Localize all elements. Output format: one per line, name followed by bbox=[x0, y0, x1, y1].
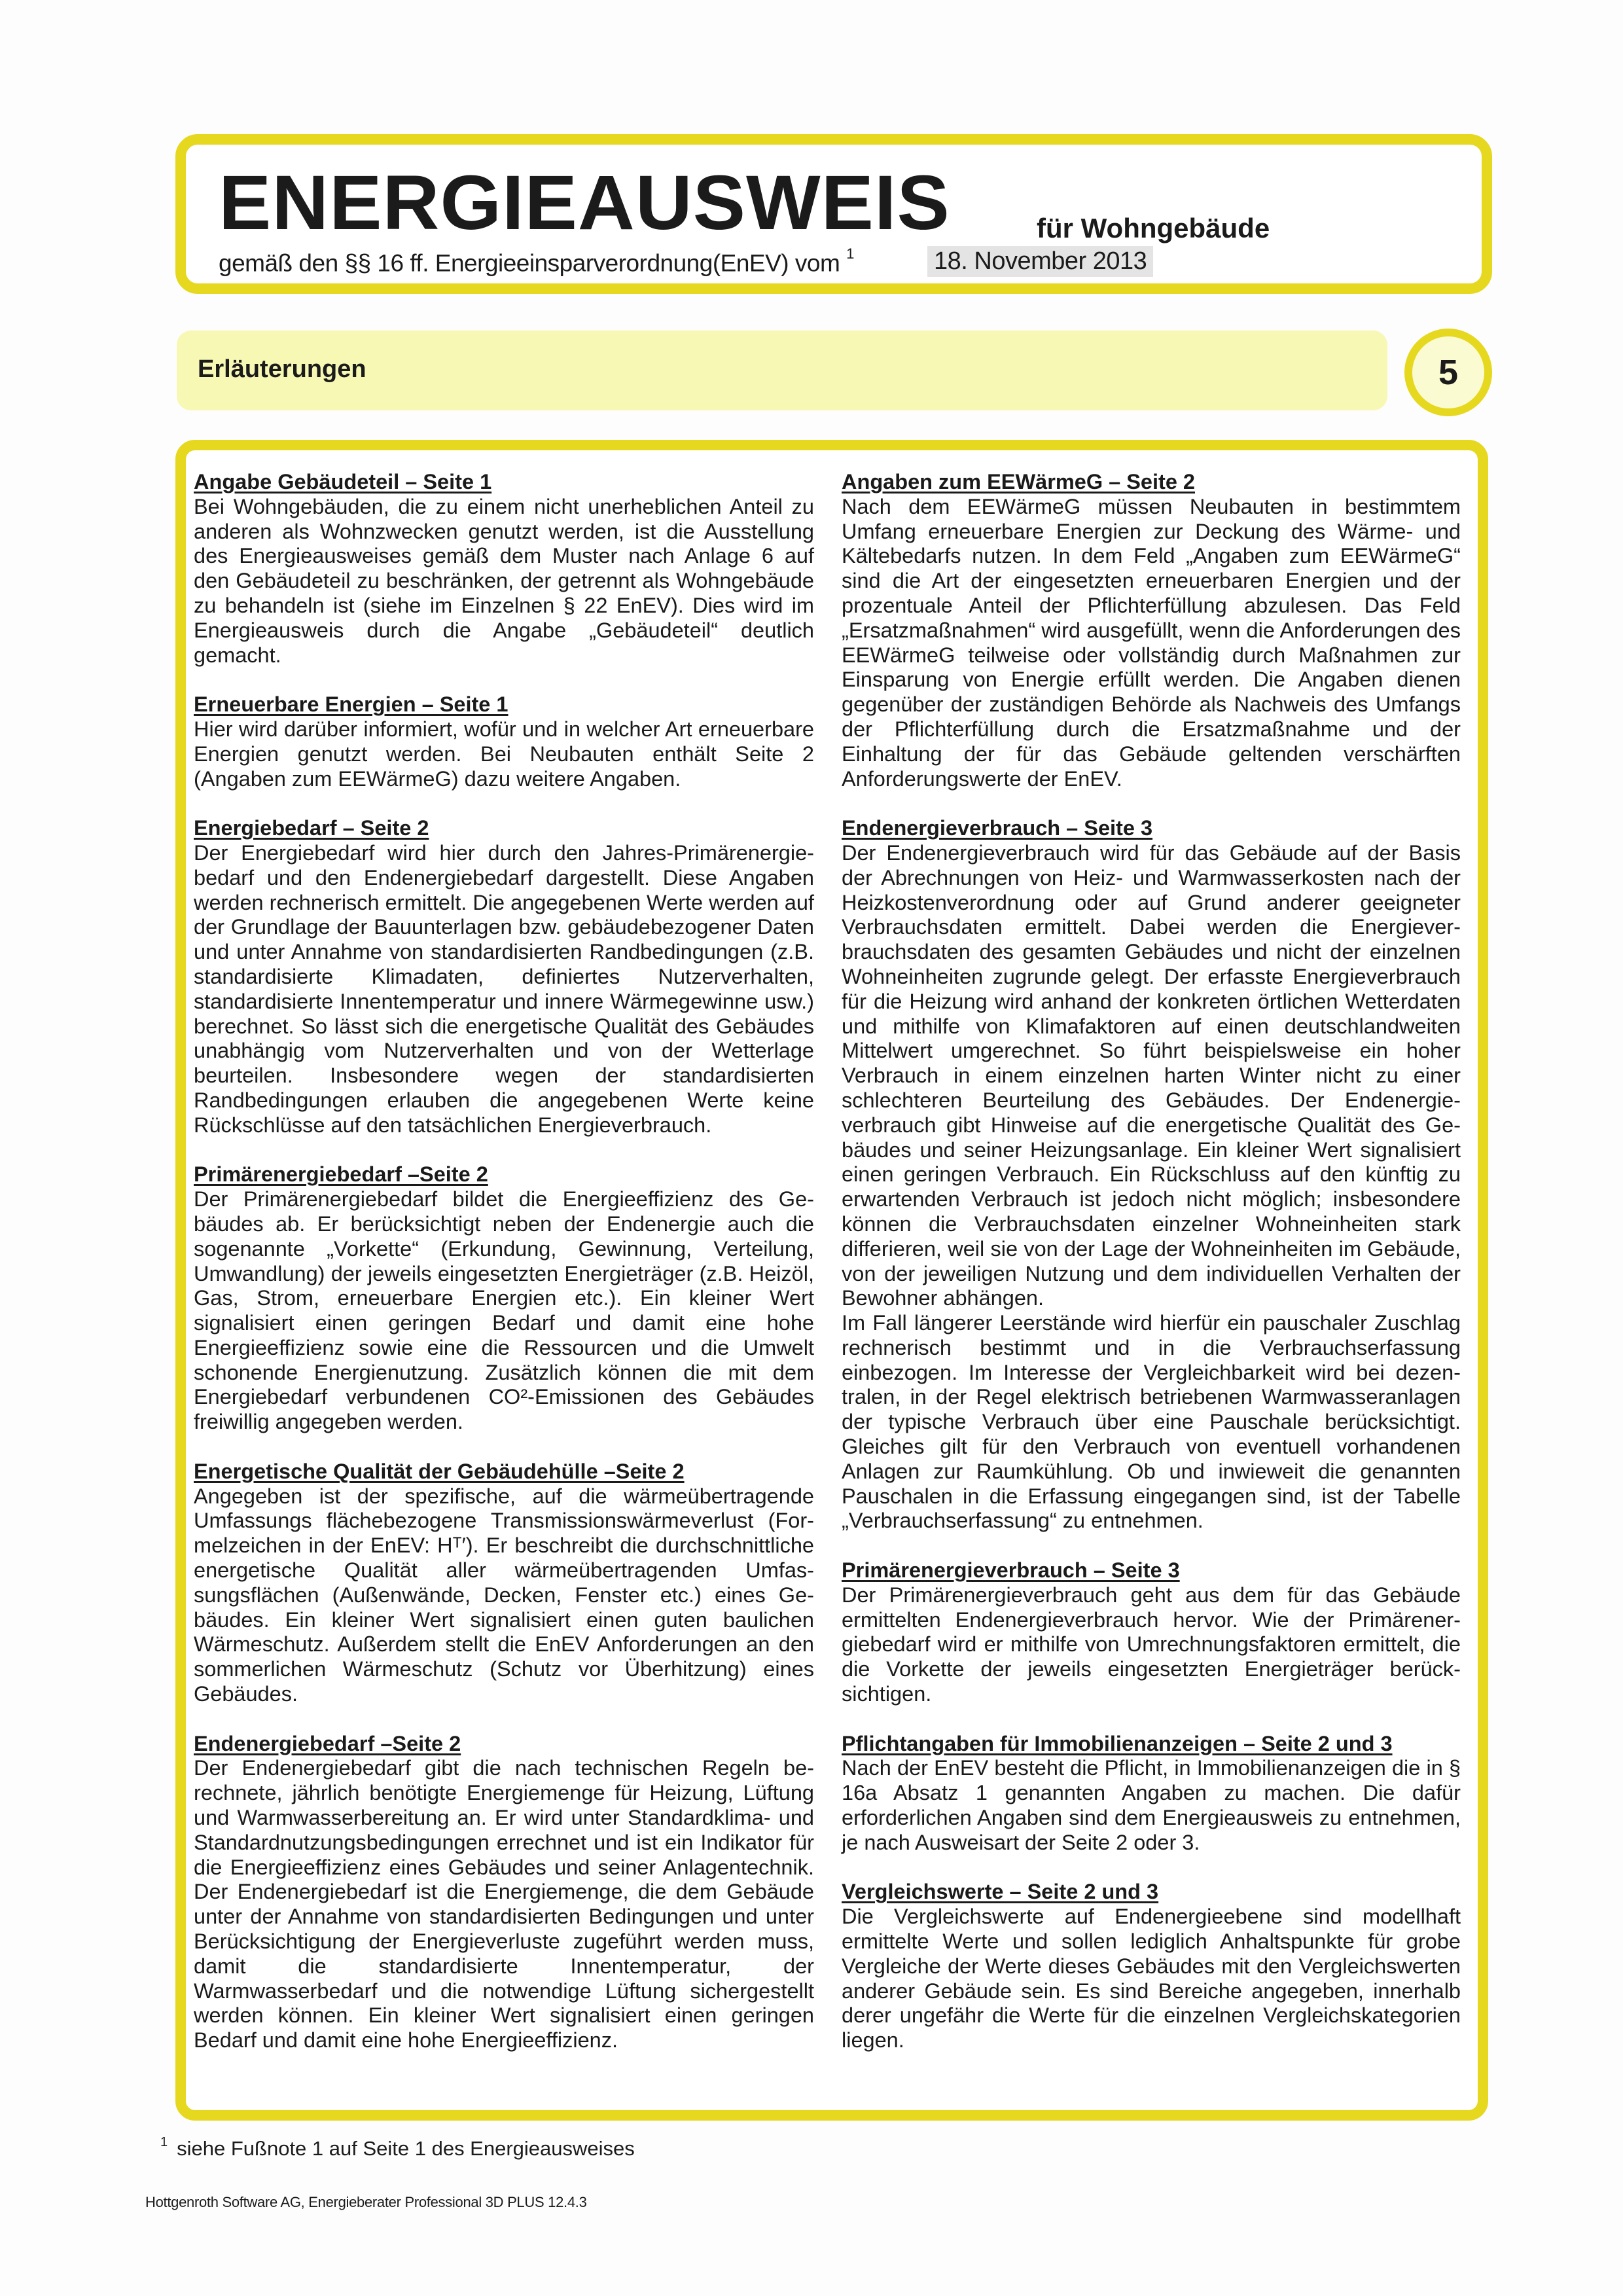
explanation-section bbox=[194, 1162, 814, 1435]
explanation-section bbox=[842, 1880, 1461, 2053]
section-paragraph: Der Endenergieverbrauch wird für das Gebäude auf der Basis der Abrechnungen von Heiz- und Warmwasserkosten nach der Heizkostenverordnung oder auf Grund anderer geeigneter Verbrauchsdaten ermittelt. Dabei werden die Energieverbrauchsdaten des gesamten Gebäudes und nicht der einzelnen Wohneinheiten zugrunde gelegt. Der erfasste Energieverbrauch für die Heizung wird anhand der konkreten örtlichen Wetterdaten und mithilfe von Klimafaktoren auf einen deutschlandweiten Mittelwert umgerechnet. So führt beispielsweise ein hoher Verbrauch in einem einzelnen harten Winter nicht zu einer schlechteren Beurteilung des Gebäudes. Der Endenergieverbrauch gibt Hinweise auf die energetische Qualität des Gebäudes und seiner Heizungsanlage. Ein kleiner Wert signalisiert einen geringen Verbrauch. Ein Rückschluss auf den künftig zu erwartenden Verbrauch ist jedoch nicht möglich; insbesondere können die Verbrauchsdaten einzelner Wohneinheiten stark differieren, weil sie von der Lage der Wohneinheiten im Gebäude, von der jeweiligen Nutzung und dem individuellen Verhalten der Bewohner abhängen. bbox=[842, 840, 1461, 1310]
section-heading: Vergleichswerte – Seite 2 und 3 bbox=[842, 1880, 1159, 1904]
section-paragraph: Die Vergleichswerte auf Endenergieebene sind modellhaft ermittelte Werte und sollen lediglich Anhaltspunkte für grobe Vergleiche der Werte dieses Gebäudes mit den Vergleichswerten anderer Gebäude sein. Es sind Bereiche angegeben, innerhalb derer ungefähr die Werte für die einzelnen Vergleichskategorien liegen. bbox=[842, 1905, 1461, 2053]
section-banner bbox=[177, 331, 1387, 410]
explanation-section bbox=[842, 816, 1461, 1534]
footnote-ref: 1 bbox=[846, 245, 854, 262]
explanation-section bbox=[194, 816, 814, 1138]
footnote bbox=[160, 2137, 635, 2161]
section-paragraph: Der Primärenergieverbrauch geht aus dem für das Gebäude ermittelten Endenergieverbrauch hervor. Wie der Primärenergiebedarf wird er mithilfe von Umrechnungsfaktoren ermittelt, die die Vorkette der jeweils eingesetzten Energieträger berücksichtigen. bbox=[842, 1583, 1461, 1706]
regulation-reference bbox=[219, 245, 854, 277]
section-heading: Endenergieverbrauch – Seite 3 bbox=[842, 816, 1153, 840]
section-heading: Angabe Gebäudeteil – Seite 1 bbox=[194, 470, 492, 493]
footnote-mark: 1 bbox=[160, 2135, 168, 2149]
explanation-section bbox=[842, 470, 1461, 791]
right-column bbox=[842, 470, 1461, 2078]
regulation-text: gemäß den §§ 16 ff. Energieeinsparverordnung(EnEV) vom bbox=[219, 249, 840, 277]
explanation-section bbox=[194, 470, 814, 668]
software-credit: Hottgenroth Software AG, Energieberater Professional 3D PLUS 12.4.3 bbox=[145, 2194, 587, 2210]
section-heading: Erneuerbare Energien – Seite 1 bbox=[194, 692, 508, 717]
explanation-section bbox=[194, 1732, 814, 2053]
section-title: Erläuterungen bbox=[198, 355, 366, 383]
explanation-section bbox=[842, 1558, 1461, 1707]
document-title: ENERGIEAUSWEIS bbox=[219, 160, 950, 246]
section-paragraph: Der Endenergiebedarf gibt die nach technischen Regeln berechnete, jährlich benötigte Energiemenge für Heizung, Lüftung und Warmwasserbereitung an. Er wird unter Standardklima- und Standardnutzungsbedingungen errechnet und ist ein Indikator für die Energieeffizienz eines Gebäudes und seiner Anlagentechnik. Der Endenergiebedarf ist die Energiemenge, die dem Gebäude unter der Annahme von standardisierten Bedingungen und unter Berücksichtigung der Energieverluste zugeführt werden muss, damit die standardisierte Innentemperatur, der Warmwasserbedarf und die notwendige Lüftung sichergestellt werden können. Ein kleiner Wert signalisiert einen geringen Bedarf und damit eine hohe Energieeffizienz. bbox=[194, 1756, 814, 2053]
section-paragraph: Angegeben ist der spezifische, auf die wärmeübertragende Umfassungs flächebezogene Transmissionswärmeverlust (Formelzeichen in der EnEV: Hᵀ′). Er beschreibt die durchschnittliche energetische Qualität aller wärmeübertragenden Umfassungsflächen (Außenwände, Decken, Fenster etc.) eines Gebäudes. Ein kleiner Wert signalisiert einen guten baulichen Wärmeschutz. Außerdem stellt die EnEV Anforderungen an den sommerlichen Wärmeschutz (Schutz vor Überhitzung) eines Gebäudes. bbox=[194, 1484, 814, 1706]
section-paragraph: Der Primärenergiebedarf bildet die Energieeffizienz des Gebäudes ab. Er berücksichtigt neben der Endenergie auch die sogenannte „Vorkette“ (Erkundung, Gewinnung, Verteilung, Umwandlung) der jeweils eingesetzten Energieträger (z.B. Heizöl, Gas, Strom, erneuerbare Energien etc.). Ein kleiner Wert signalisiert einen geringen Bedarf und damit eine hohe Energieeffizienz sowie eine die Ressourcen und die Umwelt schonende Energienutzung. Zusätzlich können die mit dem Energiebedarf verbundenen CO²-Emissionen des Gebäudes freiwillig angegeben werden. bbox=[194, 1187, 814, 1434]
explanation-section bbox=[842, 1732, 1461, 1856]
regulation-date-field: 18. November 2013 bbox=[927, 246, 1153, 277]
section-paragraph: Nach der EnEV besteht die Pflicht, in Immobilienanzeigen die in § 16a Absatz 1 genannten Angaben zu machen. Die dafür erforderlichen Angaben sind dem Energieausweis zu entnehmen, je nach Ausweisart der Seite 2 oder 3. bbox=[842, 1756, 1461, 1854]
section-heading: Endenergiebedarf –Seite 2 bbox=[194, 1731, 461, 1755]
section-heading: Energiebedarf – Seite 2 bbox=[194, 816, 429, 840]
section-paragraph: Hier wird darüber informiert, wofür und in welcher Art erneuerbare Energien genutzt werden. Bei Neubauten enthält Seite 2 (Angaben zum EEWärmeG) dazu weitere Angaben. bbox=[194, 717, 814, 791]
building-type: für Wohngebäude bbox=[1037, 213, 1270, 243]
section-heading: Primärenergieverbrauch – Seite 3 bbox=[842, 1558, 1180, 1583]
explanation-section bbox=[194, 1460, 814, 1707]
section-paragraph: Im Fall längerer Leerstände wird hierfür ein pauschaler Zuschlag rechnerisch bestimmt und in die Verbrauchserfassung einbezogen. Im Interesse der Vergleichbarkeit wird bei dezentralen, in der Regel elektrisch betriebenen Warmwasseranlagen der typische Verbrauch über eine Pauschale berücksichtigt. Gleiches gilt für den Verbrauch von eventuell vorhandenen Anlagen zur Raumkühlung. Ob und inwieweit die genannten Pauschalen in die Erfassung eingegangen sind, ist der Tabelle „Verbrauchserfassung“ zu entnehmen. bbox=[842, 1311, 1461, 1533]
section-heading: Primärenergiebedarf –Seite 2 bbox=[194, 1162, 488, 1187]
section-heading: Pflichtangaben für Immobilienanzeigen – Seite 2 und 3 bbox=[842, 1731, 1393, 1755]
page-number-badge: 5 bbox=[1404, 329, 1492, 416]
footnote-text: siehe Fußnote 1 auf Seite 1 des Energieausweises bbox=[177, 2137, 635, 2160]
section-paragraph: Bei Wohngebäuden, die zu einem nicht unerheblichen Anteil zu anderen als Wohnzwecken genutzt werden, ist die Ausstellung des Energieausweises gemäß dem Muster nach Anlage 6 auf den Gebäudeteil zu beschränken, der getrennt als Wohngebäude zu behandeln ist (siehe im Einzelnen § 22 EnEV). Dies wird im Energieausweis durch die Angabe „Gebäudeteil“ deutlich gemacht. bbox=[194, 494, 814, 667]
section-heading: Energetische Qualität der Gebäudehülle –Seite 2 bbox=[194, 1459, 685, 1483]
section-paragraph: Nach dem EEWärmeG müssen Neubauten in bestimmtem Umfang erneuerbare Energien zur Deckung des Wärme- und Kältebedarfs nutzen. In dem Feld „Angaben zum EEWärmeG“ sind die Art der eingesetzten erneuerbaren Energien und der prozentuale Anteil der Pflichterfüllung abzulesen. Das Feld „Ersatzmaßnahmen“ wird ausgefüllt, wenn die Anforderungen des EEWärmeG teilweise oder vollständig durch Maßnahmen zur Einsparung von Energie erfüllt werden. Die Angaben dienen gegenüber der zuständigen Behörde als Nachweis des Umfangs der Pflichterfüllung durch die Ersatzmaßnahme und der Einhaltung der für das Gebäude geltenden verschärften Anforderungswerte der EnEV. bbox=[842, 494, 1461, 791]
explanation-section bbox=[194, 692, 814, 791]
section-paragraph: Der Energiebedarf wird hier durch den Jahres-Primärenergiebedarf und den Endenergiebedarf dargestellt. Diese Angaben werden rechnerisch ermittelt. Die angegebenen Werte werden auf der Grundlage der Bauunterlagen bzw. gebäudebezogener Daten und unter Annahme von standardisierten Randbedingungen (z.B. standardisierte Klimadaten, definiertes Nutzerverhalten, standardisierte Innentemperatur und innere Wärmegewinne usw.) berechnet. So lässt sich die energetische Qualität des Gebäudes unabhängig vom Nutzerverhalten und von der Wetterlage beurteilen. Insbesondere wegen der standardisierten Randbedingungen erlauben die angegebenen Werte keine Rückschlüsse auf den tatsächlichen Energieverbrauch. bbox=[194, 840, 814, 1137]
header-box bbox=[175, 134, 1492, 294]
explanations-box bbox=[175, 440, 1488, 2121]
section-heading: Angaben zum EEWärmeG – Seite 2 bbox=[842, 470, 1196, 493]
left-column bbox=[194, 470, 814, 2078]
